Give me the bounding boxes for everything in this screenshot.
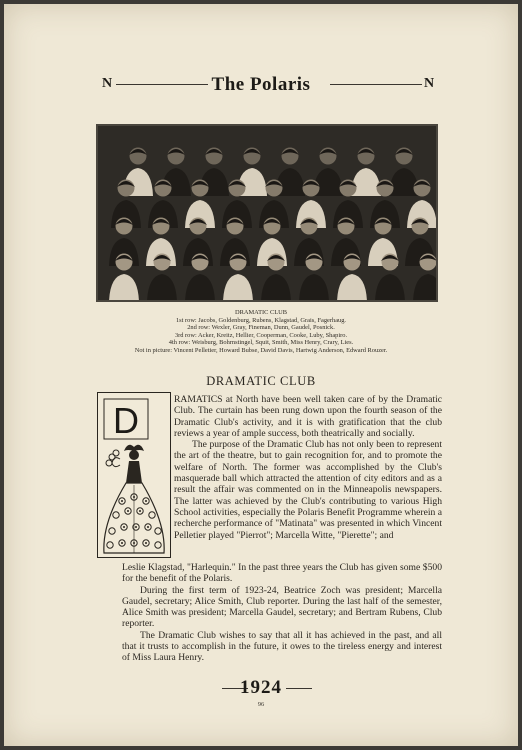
photo-caption [4, 309, 518, 355]
drop-cap-letter: D [113, 400, 139, 441]
header-rule-right [330, 84, 422, 85]
caption-row-3: 3rd row: Acker, Kreitz, Hellier, Cooperman, Cooke, Luby, Shapiro. [174, 331, 348, 339]
yearbook-page [4, 4, 518, 746]
article-body-narrow [174, 394, 442, 541]
article-paragraph-2: The purpose of the Dramatic Club has not only been to represent the art of the theatre, but to gain recognition for, and to promote the welfare of North. The former was accomplished by the Club's masquerade ball which attracted the attention of city editors and as a result the affair was commented on in the Minneapolis newspapers. The latter was achieved by the Club's contributing to various High School activities, especially the Polaris Benefit Programme wherein a recherche performance of "Matinata" was presented in which Vincent Pelletier played "Pierrot"; Marcella Witte, "Pierette"; and [174, 439, 442, 541]
footer-year: 1924 [240, 677, 282, 698]
article-body-wide [122, 562, 442, 664]
article-paragraph-3: During the first term of 1923-24, Beatrice Zoch was president; Marcella Gaudel, secretary; Alice Smith, Club reporter. During the last half of the semester, Alice Smith was president; Marcella Gaudel, secretary; and Bertram Rubens, Club reporter. [122, 584, 442, 630]
header-left-mark: N [102, 76, 113, 91]
page-title: The Polaris [211, 74, 311, 95]
footer-rule-right [286, 688, 312, 689]
caption-row-1: 1st row: Jacobs, Goldenburg, Rubens, Klagstad, Grais, Fagerhaug. [175, 316, 347, 324]
decorative-drop-cap [97, 392, 171, 558]
caption-title: DRAMATIC CLUB [234, 309, 288, 316]
drop-cap-illustration [98, 393, 170, 557]
article-heading: DRAMATIC CLUB [206, 374, 316, 388]
article-paragraph-1: RAMATICS at North have been well taken care of by the Dramatic Club. The curtain has been rung down upon the fourth season of the Dramatic Club's activity, and it is with gratification that the club reviews a year of ample success, both theatrically and socially. [174, 394, 442, 439]
caption-not-pictured: Not in picture: Vincent Pelletier, Howard Bubse, David Davis, Hartwig Anderson, Edward Rouzer. [134, 346, 388, 354]
group-photo [96, 124, 438, 302]
caption-row-4: 4th row: Weisburg, Bohrnstingel, Squit, Smith, Miss Henry, Crary, Lies. [168, 339, 354, 347]
article-paragraph-2-continued: Leslie Klagstad, "Harlequin." In the past three years the Club has given some $500 for the benefit of the Polaris. [122, 562, 442, 585]
article-paragraph-4: The Dramatic Club wishes to say that all it has achieved in the past, and all that it trusts to accomplish in the future, it owes to the tireless energy and interest of Miss Laura Henry. [122, 629, 442, 664]
page-number: 96 [257, 701, 265, 708]
caption-row-2: 2nd row: Wexler, Gray, Fineman, Dunn, Gaudel, Posnick. [187, 324, 335, 332]
header-right-mark: N [424, 76, 435, 91]
